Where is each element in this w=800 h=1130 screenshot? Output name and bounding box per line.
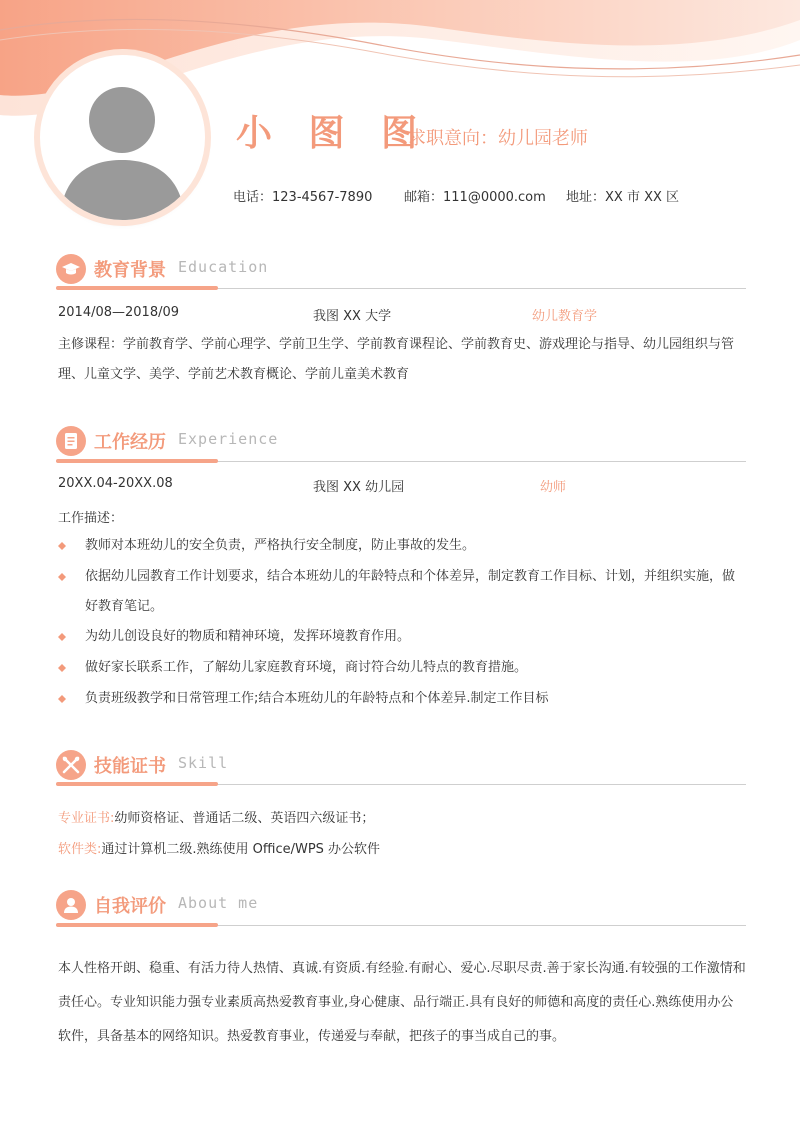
diamond-bullet-icon	[58, 573, 66, 581]
diamond-bullet-icon	[58, 664, 66, 672]
avatar	[40, 55, 205, 220]
education-period: 2014/08—2018/09	[58, 305, 180, 320]
section-title-en: Experience	[178, 430, 279, 448]
accent-bar	[56, 923, 218, 927]
accent-bar	[56, 286, 218, 290]
person-icon	[56, 890, 86, 920]
section-experience-header	[56, 426, 746, 456]
contact-address: 地址：XX 市 XX 区	[566, 190, 680, 205]
section-title: 技能证书	[94, 756, 166, 777]
section-skill-header	[56, 750, 746, 780]
skill-software-value: 通过计算机二级.熟练使用 Office/WPS 办公软件	[101, 842, 381, 857]
experience-company: 我图 XX 幼儿园	[313, 480, 405, 495]
skill-cert-row	[58, 807, 374, 826]
experience-period: 20XX.04-20XX.08	[58, 476, 173, 491]
contact-email: 邮箱：111@0000.com	[404, 190, 546, 205]
graduation-cap-icon	[56, 254, 86, 284]
section-education-header	[56, 254, 746, 284]
document-icon	[56, 426, 86, 456]
skill-cert-value: 幼师资格证、普通话二级、英语四六级证书；	[114, 811, 375, 826]
person-silhouette-icon	[40, 55, 205, 220]
education-major: 幼儿教育学	[532, 309, 598, 324]
skill-cert-label: 专业证书:	[58, 811, 115, 826]
education-courses: 主修课程：学前教育学、学前心理学、学前卫生学、学前教育课程论、学前教育史、游戏理论与指导、幼儿园组织与管理、儿童文学、美学、学前艺术教育概论、学前儿童美术教育	[58, 337, 735, 382]
diamond-bullet-icon	[58, 695, 66, 703]
diamond-bullet-icon	[58, 633, 66, 641]
skill-software-row	[58, 838, 380, 857]
contact-phone: 电话：123-4567-7890	[233, 190, 373, 205]
experience-desc-label: 工作描述：	[58, 511, 124, 526]
section-title: 自我评价	[94, 896, 166, 917]
section-about-header	[56, 890, 746, 920]
section-title-en: About me	[178, 894, 259, 912]
about-text: 本人性格开朗、稳重、有活力待人热情、真诚.有资质.有经验.有耐心、爱心.尽职尽责.善于家长沟通.有较强的工作激情和责任心。专业知识能力强专业素质高热爱教育事业,身心健康、品行端正.具有良好的师德和高度的责任心.熟练使用办公软件，具备基本的网络知识。热爱教育事业，传递爱与奉献，把孩子的事当成自己的事。	[58, 961, 746, 1044]
tools-icon	[56, 750, 86, 780]
section-title: 教育背景	[94, 260, 166, 281]
section-title: 工作经历	[94, 432, 166, 453]
education-school: 我图 XX 大学	[313, 309, 392, 324]
accent-bar	[56, 782, 218, 786]
job-intent: 求职意向：幼儿园老师	[408, 128, 588, 149]
section-title-en: Education	[178, 258, 269, 276]
diamond-bullet-icon	[58, 542, 66, 550]
candidate-name: 小 图 图	[236, 113, 430, 154]
skill-software-label: 软件类:	[58, 842, 102, 857]
section-title-en: Skill	[178, 754, 229, 772]
experience-position: 幼师	[540, 480, 567, 495]
accent-bar	[56, 459, 218, 463]
